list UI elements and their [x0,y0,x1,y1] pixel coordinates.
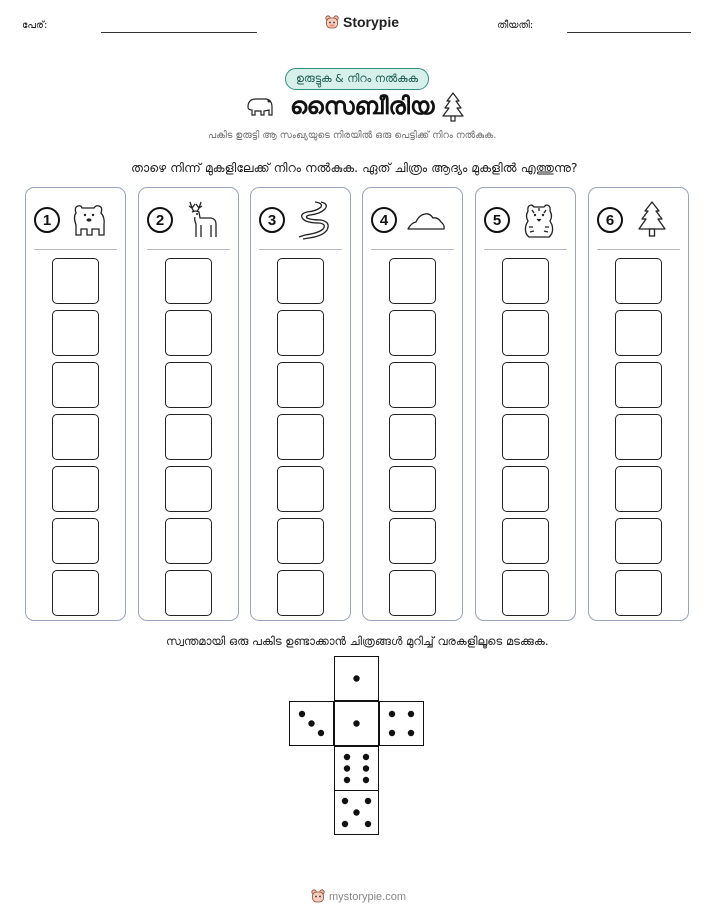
storypie-mascot-icon [325,15,339,30]
color-box[interactable] [502,258,549,304]
color-box[interactable] [165,570,212,616]
color-box[interactable] [165,258,212,304]
color-box[interactable] [389,570,436,616]
column-divider [484,249,567,250]
color-box[interactable] [165,310,212,356]
color-box[interactable] [52,466,99,512]
date-label: തീയതി: [497,20,534,31]
name-line[interactable] [101,32,257,33]
tiger-icon [518,199,560,241]
color-box[interactable] [502,570,549,616]
column-number: 6 [597,207,623,233]
column-1 [25,187,126,621]
color-box[interactable] [277,466,324,512]
color-box[interactable] [277,570,324,616]
column-number: 3 [259,207,285,233]
color-box[interactable] [502,518,549,564]
color-box[interactable] [502,362,549,408]
color-box[interactable] [165,362,212,408]
page-title: സൈബീരിയ [290,92,435,120]
color-box[interactable] [502,310,549,356]
color-box[interactable] [389,310,436,356]
column-divider [147,249,230,250]
color-box[interactable] [277,362,324,408]
color-box[interactable] [52,518,99,564]
color-box[interactable] [277,414,324,460]
pine-tree-icon [631,199,673,241]
column-divider [371,249,454,250]
date-line[interactable] [567,32,691,33]
color-box[interactable] [502,466,549,512]
color-box[interactable] [389,362,436,408]
activity-badge: ഉരുട്ടുക & നിറം നൽകുക [285,68,429,90]
color-box[interactable] [52,414,99,460]
color-box[interactable] [277,518,324,564]
column-number: 5 [484,207,510,233]
color-box[interactable] [615,362,662,408]
column-divider [34,249,117,250]
color-box[interactable] [277,310,324,356]
color-box[interactable] [165,518,212,564]
color-box[interactable] [389,518,436,564]
color-box[interactable] [389,466,436,512]
column-4 [362,187,463,621]
snow-pile-icon [405,199,447,241]
color-box[interactable] [165,466,212,512]
bear-icon [68,199,110,241]
column-number: 4 [371,207,397,233]
color-box[interactable] [389,414,436,460]
brand-logo [325,14,399,30]
color-box[interactable] [615,310,662,356]
color-box[interactable] [165,414,212,460]
dice-instruction: സ്വന്തമായി ഒരു പകിട ഉണ്ടാക്കാൻ ചിത്രങ്ങൾ മുറിച്ച് വരകളിലൂടെ മടക്കുക. [166,634,549,648]
color-box[interactable] [52,258,99,304]
column-3 [250,187,351,621]
color-box[interactable] [615,258,662,304]
brand-name: Storypie [343,14,400,30]
bear-icon [244,93,276,121]
column-divider [597,249,680,250]
color-box[interactable] [615,518,662,564]
reindeer-icon [181,199,223,241]
column-number: 2 [147,207,173,233]
column-divider [259,249,342,250]
color-box[interactable] [52,362,99,408]
color-box[interactable] [502,414,549,460]
subtitle: പകിട ഉരുട്ടി ആ സംഖ്യയുടെ നിരയിൽ ഒരു പെട്ടിക്ക് നിറം നൽകുക. [208,130,497,141]
storypie-mascot-icon [311,889,325,904]
footer-url: mystorypie.com [329,890,407,903]
column-5 [475,187,576,621]
instruction: താഴെ നിന്ന് മുകളിലേക്ക് നിറം നൽകുക. ഏത് ചിത്രം ആദ്യം മുകളിൽ എത്തുന്നു? [131,160,578,175]
color-box[interactable] [615,570,662,616]
name-label: പേര്: [22,20,48,31]
column-2 [138,187,239,621]
footer [311,889,406,904]
color-box[interactable] [52,570,99,616]
color-box[interactable] [277,258,324,304]
color-box[interactable] [389,258,436,304]
color-box[interactable] [615,414,662,460]
column-6 [588,187,689,621]
pine-tree-icon [440,91,466,123]
dice-pips [289,656,424,836]
river-icon [293,199,335,241]
column-number: 1 [34,207,60,233]
color-box[interactable] [52,310,99,356]
color-box[interactable] [615,466,662,512]
